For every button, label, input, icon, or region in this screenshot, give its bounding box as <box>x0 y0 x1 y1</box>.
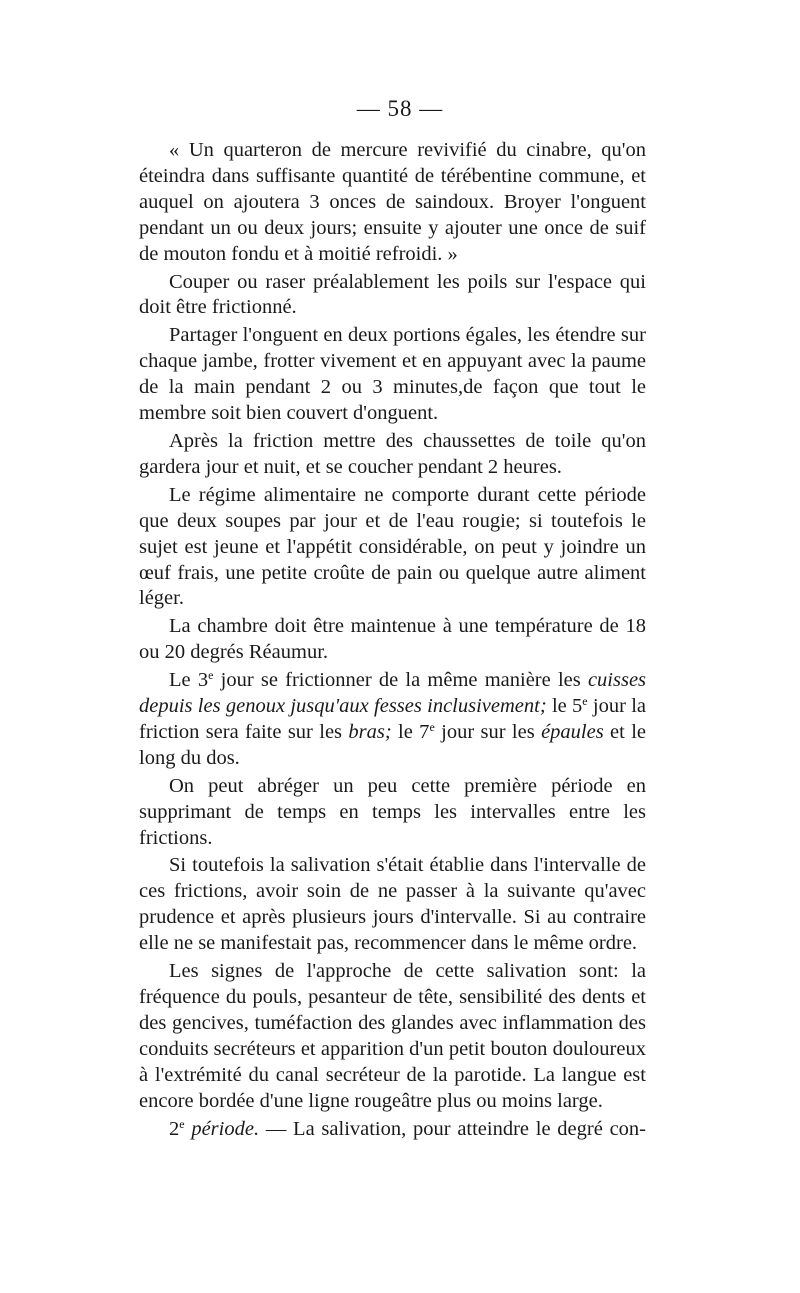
text-run: le 7 <box>391 720 430 743</box>
text-run: et le long du dos. <box>139 720 646 769</box>
text-run: La chambre doit être maintenue à une température de 18 ou 20 degrés Réaumur. <box>139 615 646 664</box>
superscript-text: e <box>208 668 214 683</box>
text-run: Les signes de l'approche de cette salivation sont: la fréquence du pouls, pesanteur de tête, sensibilité des dents et des gencives, tuméfaction des glandes avec inflammation des conduits secréteurs et apparition d'un petit bouton douloureux à l'extrémité du canal secréteur de la parotide. La langue est encore bordée d'une ligne rougeâtre plus ou moins large. <box>139 960 646 1112</box>
paragraph <box>139 668 646 772</box>
italic-text: bras; <box>348 720 392 743</box>
page-number: — 58 — <box>356 96 444 121</box>
text-run: Le régime alimentaire ne comporte durant cette période que deux soupes par jour et de l'eau rougie; si toutefois le sujet est jeune et l'appétit considérable, on peut y joindre un œuf frais, une petite croûte de pain ou quelque autre aliment léger. <box>139 483 646 610</box>
superscript-text: e <box>429 719 435 734</box>
text-run: Couper ou raser préalablement les poils sur l'espace qui doit être frictionné. <box>139 270 646 319</box>
paragraph <box>139 270 646 322</box>
italic-text: période. <box>184 1117 260 1140</box>
italic-text: cuisses depuis les genoux jusqu'aux fesses inclusivement; <box>139 669 647 718</box>
paragraph <box>139 429 646 481</box>
paragraph <box>139 1117 646 1143</box>
superscript-text: e <box>582 694 588 709</box>
body-text <box>139 138 646 1142</box>
paragraph <box>139 483 646 613</box>
text-run: jour sur les <box>434 720 542 743</box>
paragraph <box>139 853 646 957</box>
text-run: jour la friction sera faite sur les <box>139 695 646 743</box>
paragraph <box>139 323 646 427</box>
text-run: « Un quarteron de mercure revivifié du cinabre, qu'on éteindra dans suffisante quantité de térébentine commune, et auquel on ajoutera 3 onces de saindoux. Broyer l'onguent pendant un ou deux jours; ensuite y ajouter une once de suif de mouton fondu et à moitié refroidi. » <box>139 139 646 265</box>
text-run: Partager l'onguent en deux portions égales, les étendre sur chaque jambe, frotter vivement et en appuyant avec la paume de la main pendant 2 ou 3 minutes,de façon que tout le membre soit bien couvert d'onguent. <box>139 324 646 425</box>
superscript-text: e <box>179 1116 185 1131</box>
text-run: Le 3 <box>169 669 209 692</box>
paragraph <box>139 774 646 852</box>
paragraph <box>139 959 646 1114</box>
text-run: Si toutefois la salivation s'était établie dans l'intervalle de ces frictions, avoir soin de ne passer à la suivante qu'avec prudence et après plusieurs jours d'intervalle. Si au contraire elle ne se manifestait pas, recommencer dans le même ordre. <box>139 854 646 955</box>
paragraph <box>139 614 646 666</box>
text-run: Après la friction mettre des chaussettes de toile qu'on gardera jour et nuit, et se coucher pendant 2 heures. <box>139 429 646 478</box>
text-run: — La salivation, pour atteindre le degré con- <box>259 1117 646 1140</box>
text-run: le 5 <box>546 695 583 718</box>
italic-text: épaules <box>541 720 604 743</box>
text-run: On peut abréger un peu cette première période en supprimant de temps en temps les intervalles entre les frictions. <box>139 774 646 849</box>
text-run: 2 <box>169 1117 180 1140</box>
paragraph <box>139 138 646 268</box>
text-run: jour se frictionner de la même manière les <box>213 669 588 692</box>
